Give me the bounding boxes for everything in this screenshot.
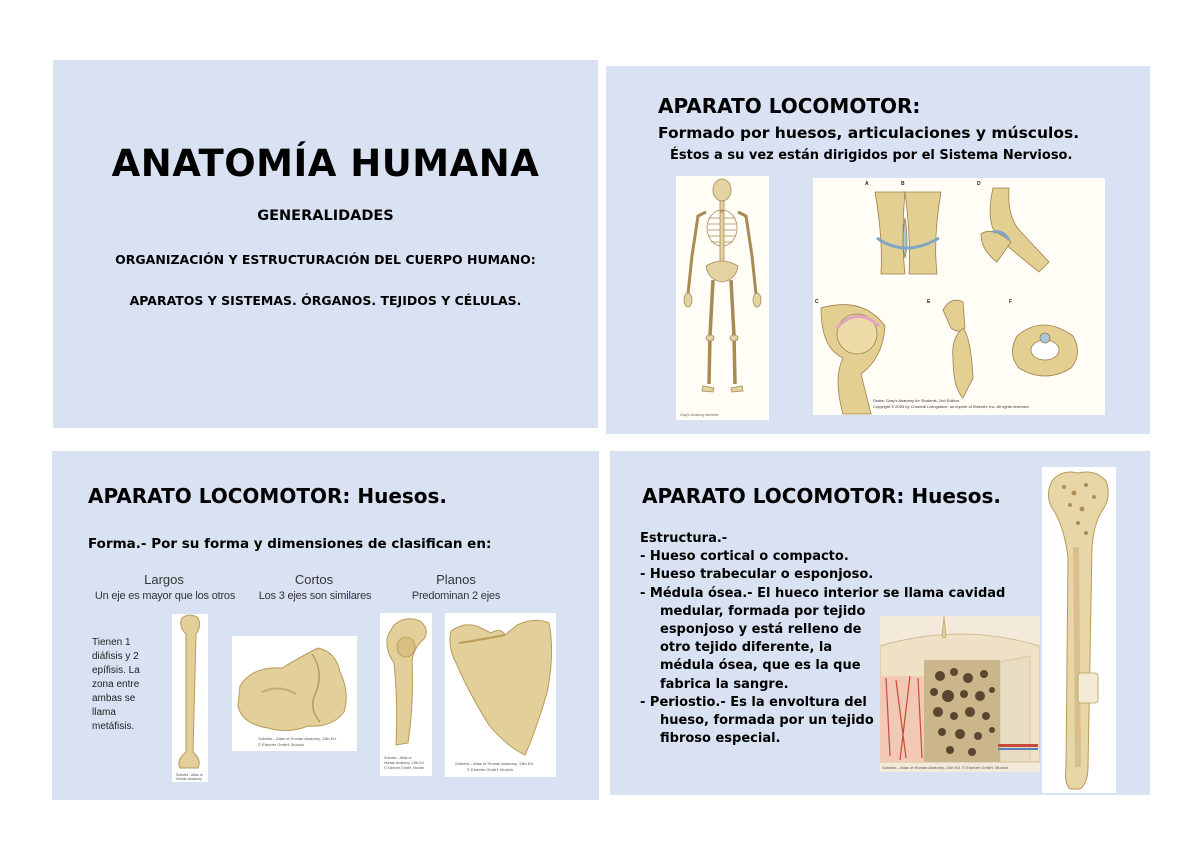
short-bone-image — [232, 636, 357, 751]
svg-text:Sobotta - Atlas of: Sobotta - Atlas of — [176, 773, 203, 777]
category-largos: Largos — [144, 572, 184, 587]
category-cortos: Cortos — [294, 572, 334, 587]
slide1-title: ANATOMÍA HUMANA — [111, 142, 540, 185]
slide3-title: APARATO LOCOMOTOR: Huesos. — [88, 484, 448, 508]
svg-text:Human Anatomy, 13th Ed.: Human Anatomy, 13th Ed. — [384, 761, 425, 765]
slide1-subtitle: GENERALIDADES — [257, 208, 394, 224]
slide-aparato-locomotor — [606, 66, 1150, 434]
short-bone-illustration — [232, 636, 357, 751]
svg-text:© Elsevier GmbH, Munich: © Elsevier GmbH, Munich — [258, 742, 305, 747]
category-planos: Planos — [436, 572, 476, 587]
panel-letter-b: B — [901, 181, 905, 187]
item-periostio: - Periostio.- Es la envoltura del — [640, 694, 867, 710]
svg-text:Drake: Gray's Anatomy for Stud: Drake: Gray's Anatomy for Students, 2nd Edition. — [873, 398, 961, 403]
item-hueso-trabecular: - Hueso trabecular o esponjoso. — [640, 567, 874, 583]
svg-text:Sobotta – Atlas of Human Anato: Sobotta – Atlas of Human Anatomy, 13th Ed. — [455, 761, 534, 766]
slide4-title: APARATO LOCOMOTOR: Huesos. — [642, 484, 1002, 508]
item-hueso-cortical: - Hueso cortical o compacto. — [640, 549, 849, 565]
panel-letter-c: C — [815, 299, 819, 305]
svg-text:Gray's Anatomy skeleton: Gray's Anatomy skeleton — [680, 413, 719, 417]
scapula-illustration — [445, 613, 556, 777]
femur-image — [1042, 467, 1116, 793]
flat-bone-small-illustration — [380, 613, 432, 776]
svg-text:Human Anatomy: Human Anatomy — [176, 777, 202, 781]
long-bone-illustration — [172, 614, 208, 782]
panel-letter-e: E — [927, 299, 931, 305]
femur-illustration — [1042, 467, 1116, 793]
joints-illustration — [813, 178, 1105, 415]
svg-text:Sobotta – Atlas of Human Anato: Sobotta – Atlas of Human Anatomy, 13th Ed. © Elsevier GmbH, Munich — [882, 765, 1009, 770]
svg-text:© Elsevier GmbH, Munich: © Elsevier GmbH, Munich — [467, 767, 514, 772]
joints-diagram-image — [813, 178, 1105, 415]
svg-text:Sobotta – Atlas of: Sobotta – Atlas of — [384, 756, 412, 760]
slide3-forma: Forma.- Por su forma y dimensiones de clasifican en: — [88, 536, 492, 552]
svg-text:Sobotta – Atlas of Human Anato: Sobotta – Atlas of Human Anatomy, 13th Ed. — [258, 736, 337, 741]
skeleton-image — [676, 176, 769, 420]
skeleton-illustration — [676, 176, 769, 420]
slide-huesos-forma — [52, 451, 599, 800]
slide3-note: Tienen 1 diáfisis y 2 epífisis. La zona entre ambas se llama metáfisis. — [92, 637, 140, 732]
panel-letter-f: F — [1009, 299, 1013, 305]
item-medula-osea-cont5: fabrica la sangre. — [660, 676, 789, 692]
item-periostio-cont1: hueso, formada por un tejido — [660, 713, 874, 729]
category-cortos-desc: Los 3 ejes son similares — [258, 590, 372, 602]
slide-huesos-estructura — [610, 451, 1150, 795]
bone-section-illustration — [880, 616, 1040, 772]
panel-letter-d-upper: D — [977, 181, 981, 187]
category-largos-desc: Un eje es mayor que los otros — [94, 590, 236, 602]
category-planos-desc: Predominan 2 ejes — [411, 590, 501, 602]
panel-letter-a: A — [865, 181, 869, 187]
slide2-title: APARATO LOCOMOTOR: — [658, 94, 921, 118]
flat-bone-small-image — [380, 613, 432, 776]
slide2-line-formado: Formado por huesos, articulaciones y músculos. — [658, 124, 1080, 142]
svg-text:© Elsevier GmbH, Munich: © Elsevier GmbH, Munich — [384, 766, 425, 770]
long-bone-image — [172, 614, 208, 782]
slide1-line-organizacion: ORGANIZACIÓN Y ESTRUCTURACIÓN DEL CUERPO HUMANO: — [115, 252, 536, 267]
flat-bone-scapula-image — [445, 613, 556, 777]
slide1-line-aparatos: APARATOS Y SISTEMAS. ÓRGANOS. TEJIDOS Y CÉLULAS. — [129, 293, 522, 308]
item-medula-osea-cont2: esponjoso y está relleno de — [660, 622, 862, 638]
item-medula-osea-cont3: otro tejido diferente, la — [660, 640, 833, 656]
item-medula-osea-cont1: medular, formada por tejido — [660, 603, 866, 619]
item-medula-osea: - Médula ósea.- El hueco interior se llama cavidad — [640, 585, 1006, 601]
slide-anatomia-humana — [53, 60, 598, 428]
estructura-heading: Estructura.- — [640, 531, 728, 546]
slide2-line-estos: Éstos a su vez están dirigidos por el Sistema Nervioso. — [670, 148, 1073, 163]
svg-text:Copyright © 2009 by Churchill: Copyright © 2009 by Churchill Livingstone, an imprint of Elsevier, Inc. All rights reserved. — [873, 404, 1030, 409]
item-periostio-cont2: fibroso especial. — [660, 731, 781, 747]
bone-section-image — [880, 616, 1040, 772]
item-medula-osea-cont4: médula ósea, que es la que — [660, 658, 861, 674]
